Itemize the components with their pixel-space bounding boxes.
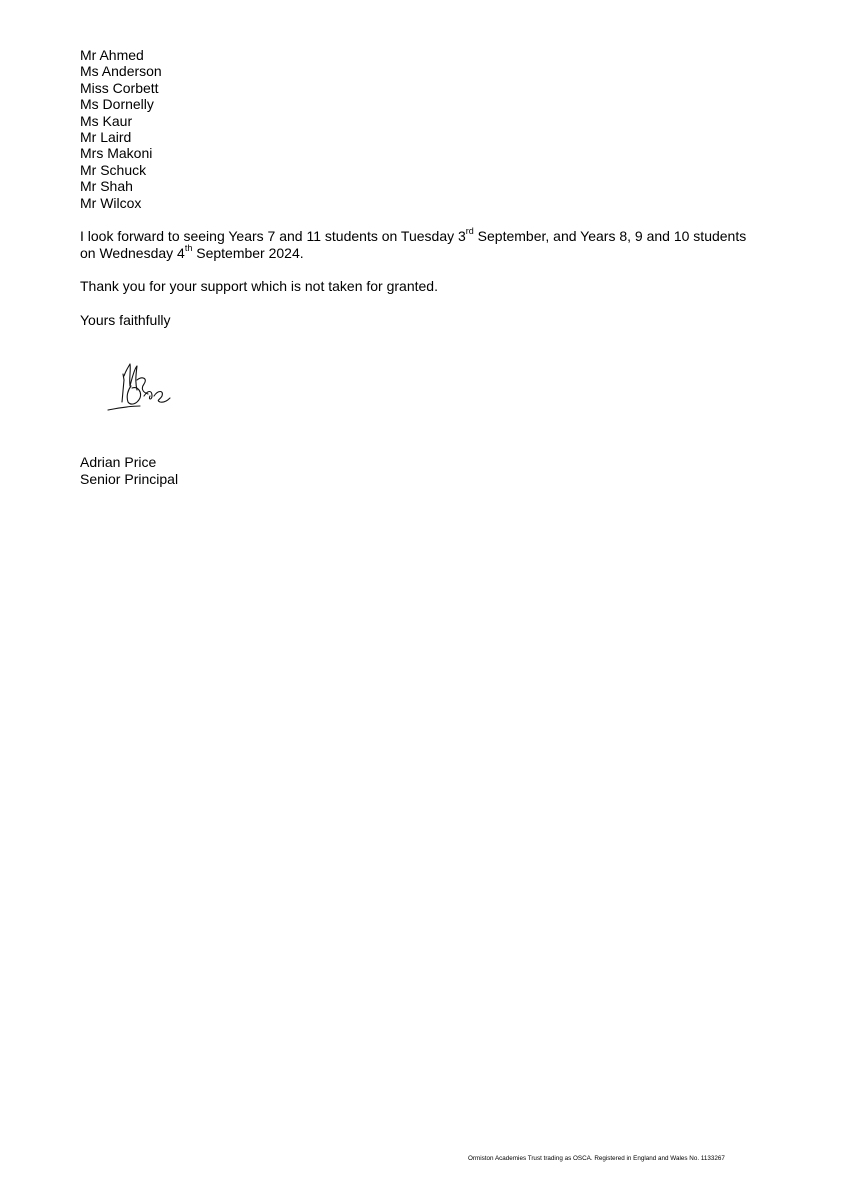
signatory-title: Senior Principal xyxy=(80,470,179,487)
recipient-name: Ms Dornelly xyxy=(80,96,154,113)
schedule-text-part1: I look forward to seeing Years 7 and 11 students on Tuesday 3 xyxy=(80,228,466,244)
signature-image xyxy=(104,356,188,416)
schedule-text-part2: September, and Years 8, 9 and 10 students on Wednesday 4 xyxy=(80,228,747,261)
signatory-block xyxy=(80,454,178,487)
ordinal-suffix: th xyxy=(184,243,193,254)
footer-registration: Ormiston Academies Trust trading as OSCA. Registered in England and Wales No. 1133267 xyxy=(468,1155,725,1162)
schedule-text-part3: September 2024. xyxy=(192,245,304,261)
closing-salutation: Yours faithfully xyxy=(80,312,171,328)
recipient-name: Ms Anderson xyxy=(80,63,162,80)
recipient-name: Mr Wilcox xyxy=(80,194,142,211)
recipient-name: Ms Kaur xyxy=(80,112,133,129)
recipient-name: Mr Laird xyxy=(80,129,132,146)
recipient-name: Mr Ahmed xyxy=(80,47,144,63)
recipient-name: Mrs Makoni xyxy=(80,145,153,162)
recipient-name: Mr Shah xyxy=(80,178,133,195)
ordinal-suffix: rd xyxy=(465,226,474,237)
thanks-paragraph: Thank you for your support which is not taken for granted. xyxy=(80,278,438,294)
recipient-list xyxy=(80,47,162,211)
recipient-name: Mr Schuck xyxy=(80,161,147,178)
signatory-name: Adrian Price xyxy=(80,454,157,470)
recipient-name: Miss Corbett xyxy=(80,79,159,96)
schedule-paragraph xyxy=(80,228,760,262)
